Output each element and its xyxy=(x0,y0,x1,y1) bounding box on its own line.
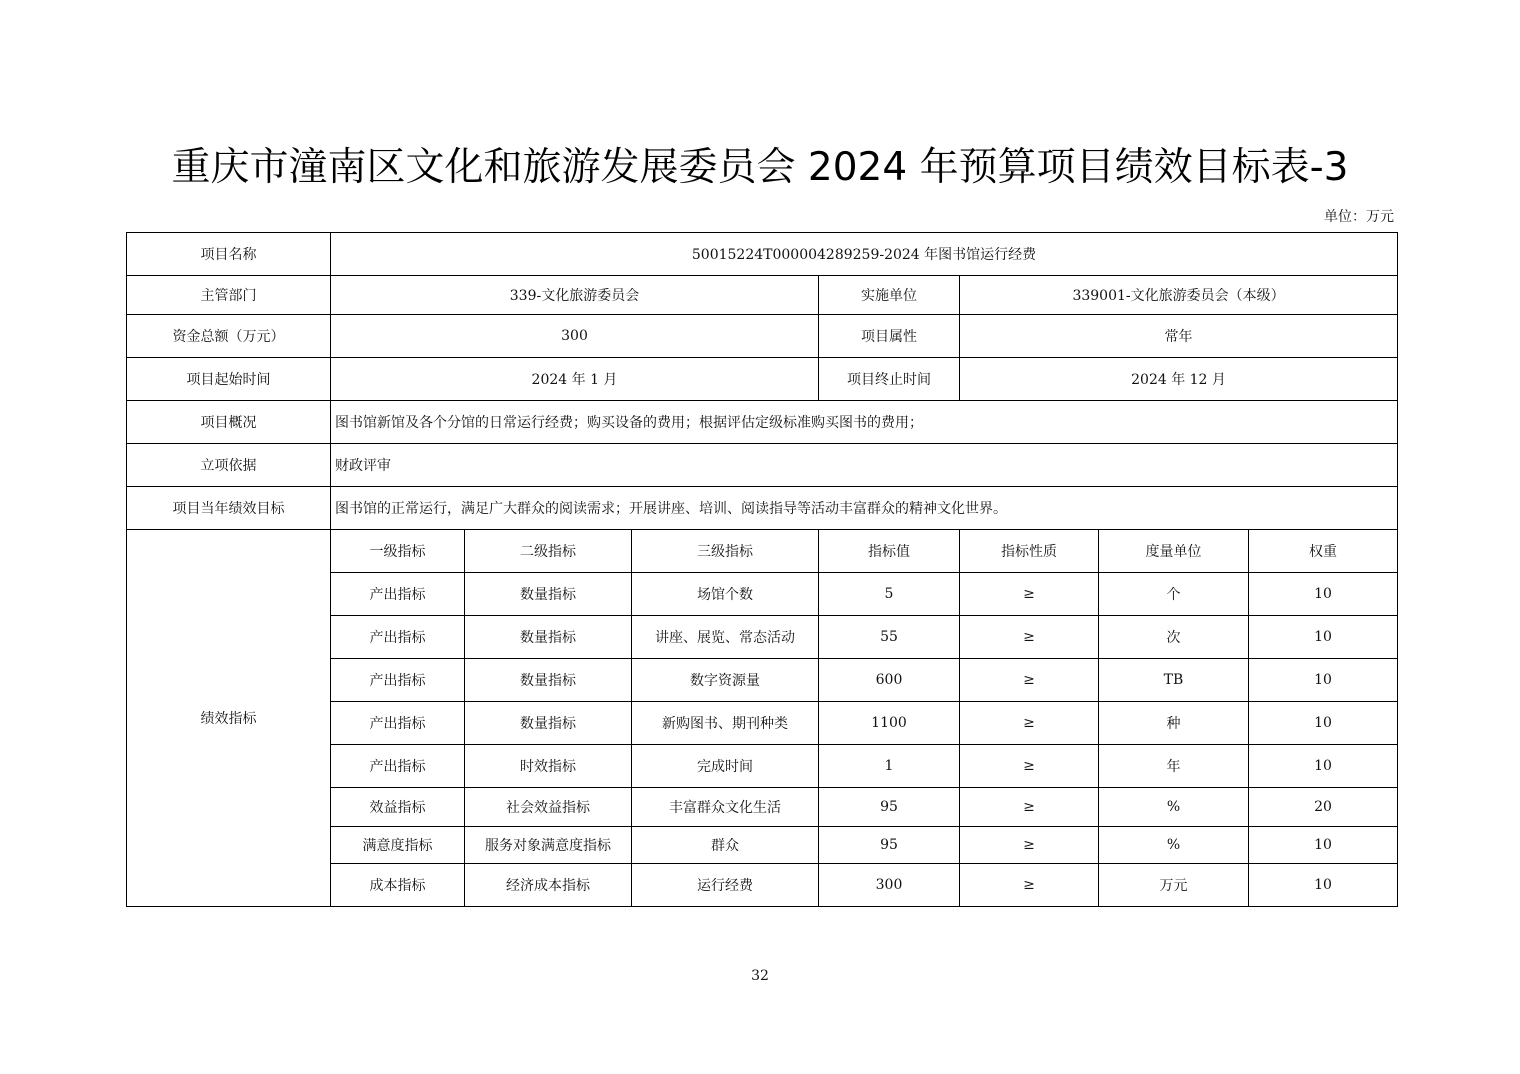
weight-cell: 10 xyxy=(1249,745,1398,788)
implementing-unit-label: 实施单位 xyxy=(819,276,960,315)
project-name-value: 50015224T000004289259-2024 年图书馆运行经费 xyxy=(331,233,1398,276)
column-header: 权重 xyxy=(1249,530,1398,573)
value-cell: 95 xyxy=(819,788,960,827)
weight-cell: 10 xyxy=(1249,864,1398,907)
level3-cell: 场馆个数 xyxy=(632,573,819,616)
level3-cell: 完成时间 xyxy=(632,745,819,788)
basis-label: 立项依据 xyxy=(127,444,331,487)
level2-cell: 数量指标 xyxy=(465,573,632,616)
nature-cell: ≥ xyxy=(960,616,1099,659)
row-period xyxy=(127,358,1398,401)
project-attribute-value: 常年 xyxy=(960,315,1398,358)
level2-cell: 经济成本指标 xyxy=(465,864,632,907)
weight-cell: 10 xyxy=(1249,573,1398,616)
level3-cell: 丰富群众文化生活 xyxy=(632,788,819,827)
level1-cell: 效益指标 xyxy=(331,788,465,827)
level1-cell: 产出指标 xyxy=(331,616,465,659)
level2-cell: 数量指标 xyxy=(465,702,632,745)
level2-cell: 时效指标 xyxy=(465,745,632,788)
unit-cell: 年 xyxy=(1099,745,1249,788)
annual-goal-label: 项目当年绩效目标 xyxy=(127,487,331,530)
level3-cell: 群众 xyxy=(632,827,819,864)
level1-cell: 成本指标 xyxy=(331,864,465,907)
end-time-label: 项目终止时间 xyxy=(819,358,960,401)
unit-cell: % xyxy=(1099,827,1249,864)
unit-cell: TB xyxy=(1099,659,1249,702)
implementing-unit-value: 339001-文化旅游委员会（本级） xyxy=(960,276,1398,315)
level3-cell: 新购图书、期刊种类 xyxy=(632,702,819,745)
level1-cell: 产出指标 xyxy=(331,659,465,702)
column-header: 三级指标 xyxy=(632,530,819,573)
indicator-header-row xyxy=(127,530,1398,573)
level1-cell: 产出指标 xyxy=(331,702,465,745)
nature-cell: ≥ xyxy=(960,573,1099,616)
level1-cell: 产出指标 xyxy=(331,573,465,616)
level2-cell: 数量指标 xyxy=(465,659,632,702)
column-header: 指标值 xyxy=(819,530,960,573)
row-basis xyxy=(127,444,1398,487)
indicators-section-label: 绩效指标 xyxy=(127,530,331,907)
basis-value: 财政评审 xyxy=(331,444,1398,487)
start-time-value: 2024 年 1 月 xyxy=(331,358,819,401)
nature-cell: ≥ xyxy=(960,864,1099,907)
start-time-label: 项目起始时间 xyxy=(127,358,331,401)
weight-cell: 10 xyxy=(1249,659,1398,702)
value-cell: 1100 xyxy=(819,702,960,745)
column-header: 度量单位 xyxy=(1099,530,1249,573)
level2-cell: 数量指标 xyxy=(465,616,632,659)
row-funds xyxy=(127,315,1398,358)
unit-cell: % xyxy=(1099,788,1249,827)
nature-cell: ≥ xyxy=(960,788,1099,827)
department-value: 339-文化旅游委员会 xyxy=(331,276,819,315)
page-number: 32 xyxy=(751,968,769,984)
level1-cell: 满意度指标 xyxy=(331,827,465,864)
level3-cell: 运行经费 xyxy=(632,864,819,907)
overview-value: 图书馆新馆及各个分馆的日常运行经费；购买设备的费用；根据评估定级标准购买图书的费用； xyxy=(331,401,1398,444)
value-cell: 1 xyxy=(819,745,960,788)
column-header: 指标性质 xyxy=(960,530,1099,573)
weight-cell: 10 xyxy=(1249,702,1398,745)
column-header: 一级指标 xyxy=(331,530,465,573)
annual-goal-value: 图书馆的正常运行，满足广大群众的阅读需求；开展讲座、培训、阅读指导等活动丰富群众的精神文化世界。 xyxy=(331,487,1398,530)
total-funds-label: 资金总额（万元） xyxy=(127,315,331,358)
row-project-name xyxy=(127,233,1398,276)
unit-cell: 万元 xyxy=(1099,864,1249,907)
value-cell: 55 xyxy=(819,616,960,659)
weight-cell: 10 xyxy=(1249,827,1398,864)
value-cell: 600 xyxy=(819,659,960,702)
level3-cell: 讲座、展览、常态活动 xyxy=(632,616,819,659)
nature-cell: ≥ xyxy=(960,827,1099,864)
project-name-label: 项目名称 xyxy=(127,233,331,276)
total-funds-value: 300 xyxy=(331,315,819,358)
level2-cell: 服务对象满意度指标 xyxy=(465,827,632,864)
unit-cell: 个 xyxy=(1099,573,1249,616)
nature-cell: ≥ xyxy=(960,702,1099,745)
overview-label: 项目概况 xyxy=(127,401,331,444)
department-label: 主管部门 xyxy=(127,276,331,315)
nature-cell: ≥ xyxy=(960,745,1099,788)
weight-cell: 20 xyxy=(1249,788,1398,827)
nature-cell: ≥ xyxy=(960,659,1099,702)
end-time-value: 2024 年 12 月 xyxy=(960,358,1398,401)
column-header: 二级指标 xyxy=(465,530,632,573)
performance-target-table xyxy=(126,232,1398,907)
row-annual-goal xyxy=(127,487,1398,530)
value-cell: 5 xyxy=(819,573,960,616)
level2-cell: 社会效益指标 xyxy=(465,788,632,827)
value-cell: 95 xyxy=(819,827,960,864)
project-attribute-label: 项目属性 xyxy=(819,315,960,358)
row-overview xyxy=(127,401,1398,444)
unit-cell: 种 xyxy=(1099,702,1249,745)
row-department xyxy=(127,276,1398,315)
level1-cell: 产出指标 xyxy=(331,745,465,788)
level3-cell: 数字资源量 xyxy=(632,659,819,702)
unit-label: 单位：万元 xyxy=(1324,209,1394,225)
page-title: 重庆市潼南区文化和旅游发展委员会 2024 年预算项目绩效目标表-3 xyxy=(171,145,1349,190)
unit-cell: 次 xyxy=(1099,616,1249,659)
value-cell: 300 xyxy=(819,864,960,907)
weight-cell: 10 xyxy=(1249,616,1398,659)
